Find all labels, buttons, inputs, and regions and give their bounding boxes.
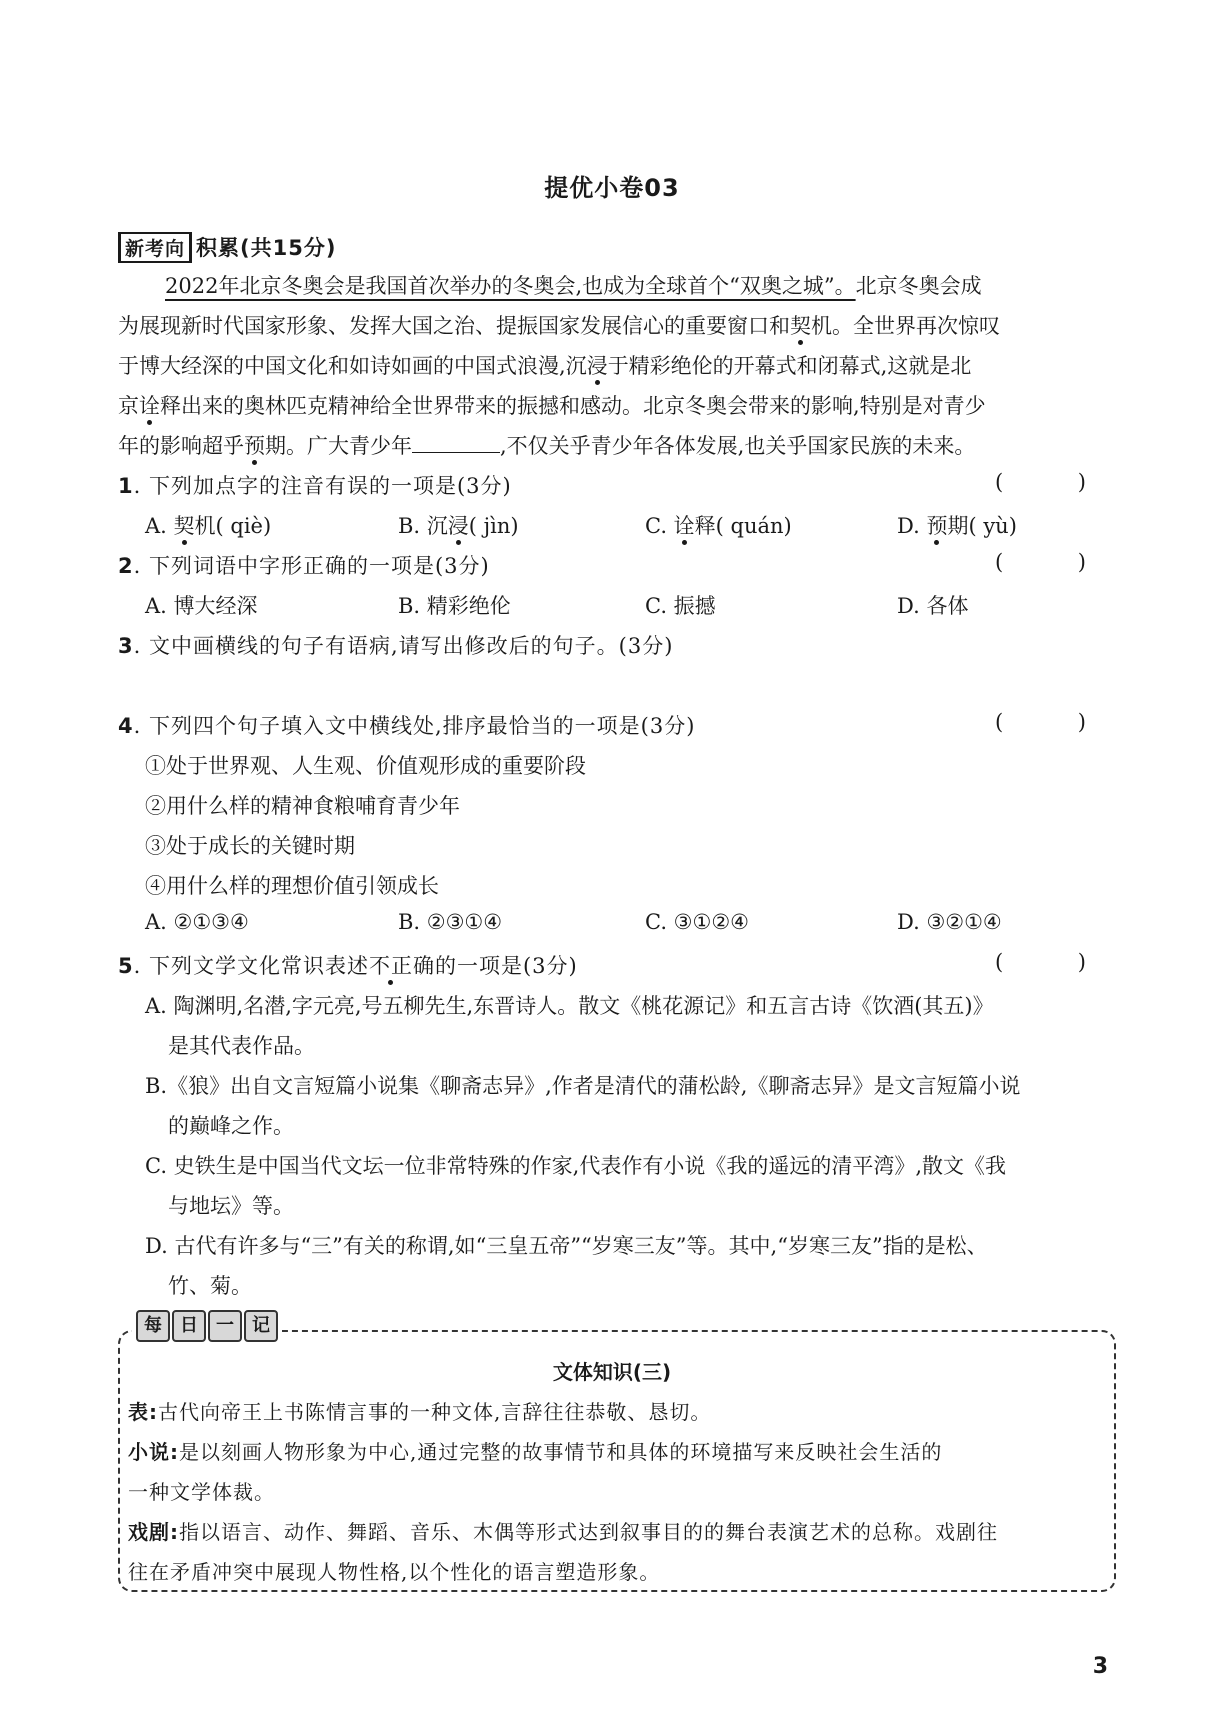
q5-option-a-cont: 是其代表作品。 — [168, 1034, 315, 1058]
daily-badge: 每 日 一 记 — [132, 1310, 282, 1342]
daily-entry-2-cont: 一种文学体裁。 — [128, 1480, 275, 1504]
q5-option-c-cont: 与地坛》等。 — [168, 1194, 294, 1218]
page-title: 提优小卷03 — [544, 174, 680, 202]
section-header — [118, 232, 1118, 263]
answer-paren-2[interactable]: ( ) — [994, 550, 1120, 574]
answer-paren-1[interactable]: ( ) — [994, 470, 1120, 494]
page-number: 3 — [1092, 1654, 1108, 1679]
q4-option-d[interactable]: D. ③②①④ — [897, 910, 1002, 934]
q4-option-a[interactable]: A. ②①③④ — [145, 910, 249, 934]
question-1: 1. 下列加点字的注音有误的一项是(3分) — [118, 474, 512, 498]
answer-paren-5[interactable]: ( ) — [994, 950, 1120, 974]
q4-option-b[interactable]: B. ②③①④ — [398, 910, 503, 934]
q5-option-d-cont: 竹、菊。 — [168, 1274, 252, 1298]
section-heading: 积累(共15分) — [196, 236, 337, 260]
question-5: 5. 下列文学文化常识表述不正确的一项是(3分) — [118, 954, 578, 978]
q1-option-a[interactable]: A. 契机( qiè) — [145, 514, 272, 538]
underlined-sentence: 2022年北京冬奥会是我国首次举办的冬奥会,也成为全球首个“双奥之城”。 — [165, 274, 856, 298]
q5-option-b-cont: 的巅峰之作。 — [168, 1114, 294, 1138]
fill-blank[interactable] — [412, 432, 500, 453]
daily-entry-1: 表:古代向帝王上书陈情言事的一种文体,言辞往往恭敬、恳切。 — [128, 1400, 712, 1424]
dotted-char: 诠 — [139, 394, 160, 418]
passage-line-3: 于博大经深的中国文化和如诗如画的中国式浪漫,沉浸于精彩绝伦的开幕式和闭幕式,这就是北 — [118, 354, 972, 378]
q4-item-4: ④用什么样的理想价值引领成长 — [145, 874, 439, 898]
passage-line-2: 为展现新时代国家形象、发挥大国之治、提振国家发展信心的重要窗口和契机。全世界再次惊叹 — [118, 314, 1000, 338]
q4-item-2: ②用什么样的精神食粮哺育青少年 — [145, 794, 460, 818]
q1-option-c[interactable]: C. 诠释( quán) — [645, 514, 792, 538]
answer-paren-4[interactable]: ( ) — [994, 710, 1120, 734]
passage-line-4: 京诠释出来的奥林匹克精神给全世界带来的振撼和感动。北京冬奥会带来的影响,特别是对青少 — [118, 394, 986, 418]
daily-entry-3-cont: 往在矛盾冲突中展现人物性格,以个性化的语言塑造形象。 — [128, 1560, 661, 1584]
question-4: 4. 下列四个句子填入文中横线处,排序最恰当的一项是(3分) — [118, 714, 696, 738]
daily-entry-2: 小说:是以刻画人物形象为中心,通过完整的故事情节和具体的环境描写来反映社会生活的 — [128, 1440, 943, 1464]
q4-option-c[interactable]: C. ③①②④ — [645, 910, 749, 934]
q5-option-d[interactable]: D. 古代有许多与“三”有关的称谓,如“三皇五帝”“岁寒三友”等。其中,“岁寒三友”指的是松、 — [145, 1234, 988, 1258]
section-tag: 新考向 — [118, 232, 192, 263]
q2-option-b[interactable]: B. 精彩绝伦 — [398, 594, 511, 618]
q5-option-b[interactable]: B.《狼》出自文言短篇小说集《聊斋志异》,作者是清代的蒲松龄,《聊斋志异》是文言短篇小说 — [145, 1074, 1021, 1098]
q4-item-3: ③处于成长的关键时期 — [145, 834, 355, 858]
passage-line-5: 年的影响超乎预期。广大青少年 ,不仅关乎青少年各体发展,也关乎国家民族的未来。 — [118, 434, 976, 458]
q1-option-b[interactable]: B. 沉浸( jìn) — [398, 514, 519, 538]
q5-option-c[interactable]: C. 史铁生是中国当代文坛一位非常特殊的作家,代表作有小说《我的遥远的清平湾》,散文《我 — [145, 1154, 1007, 1178]
q4-item-1: ①处于世界观、人生观、价值观形成的重要阶段 — [145, 754, 586, 778]
question-2: 2. 下列词语中字形正确的一项是(3分) — [118, 554, 490, 578]
q2-option-d[interactable]: D. 各体 — [897, 594, 969, 618]
q2-option-c[interactable]: C. 振撼 — [645, 594, 716, 618]
passage-line-1: 2022年北京冬奥会是我国首次举办的冬奥会,也成为全球首个“双奥之城”。北京冬奥会成 — [165, 274, 982, 298]
q2-option-a[interactable]: A. 博大经深 — [145, 594, 258, 618]
q5-option-a[interactable]: A. 陶渊明,名潜,字元亮,号五柳先生,东晋诗人。散文《桃花源记》和五言古诗《饮酒(其五)》 — [145, 994, 994, 1018]
daily-title: 文体知识(三) — [552, 1360, 672, 1384]
dotted-char: 预 — [244, 434, 265, 458]
q1-option-d[interactable]: D. 预期( yù) — [897, 514, 1017, 538]
daily-entry-3: 戏剧:指以语言、动作、舞蹈、音乐、木偶等形式达到叙事目的的舞台表演艺术的总称。戏剧往 — [128, 1520, 998, 1544]
dotted-char: 契 — [790, 314, 811, 338]
dotted-char: 浸 — [586, 354, 608, 378]
question-3: 3. 文中画横线的句子有语病,请写出修改后的句子。(3分) — [118, 634, 674, 658]
dotted-chars: 不正 — [368, 954, 413, 978]
